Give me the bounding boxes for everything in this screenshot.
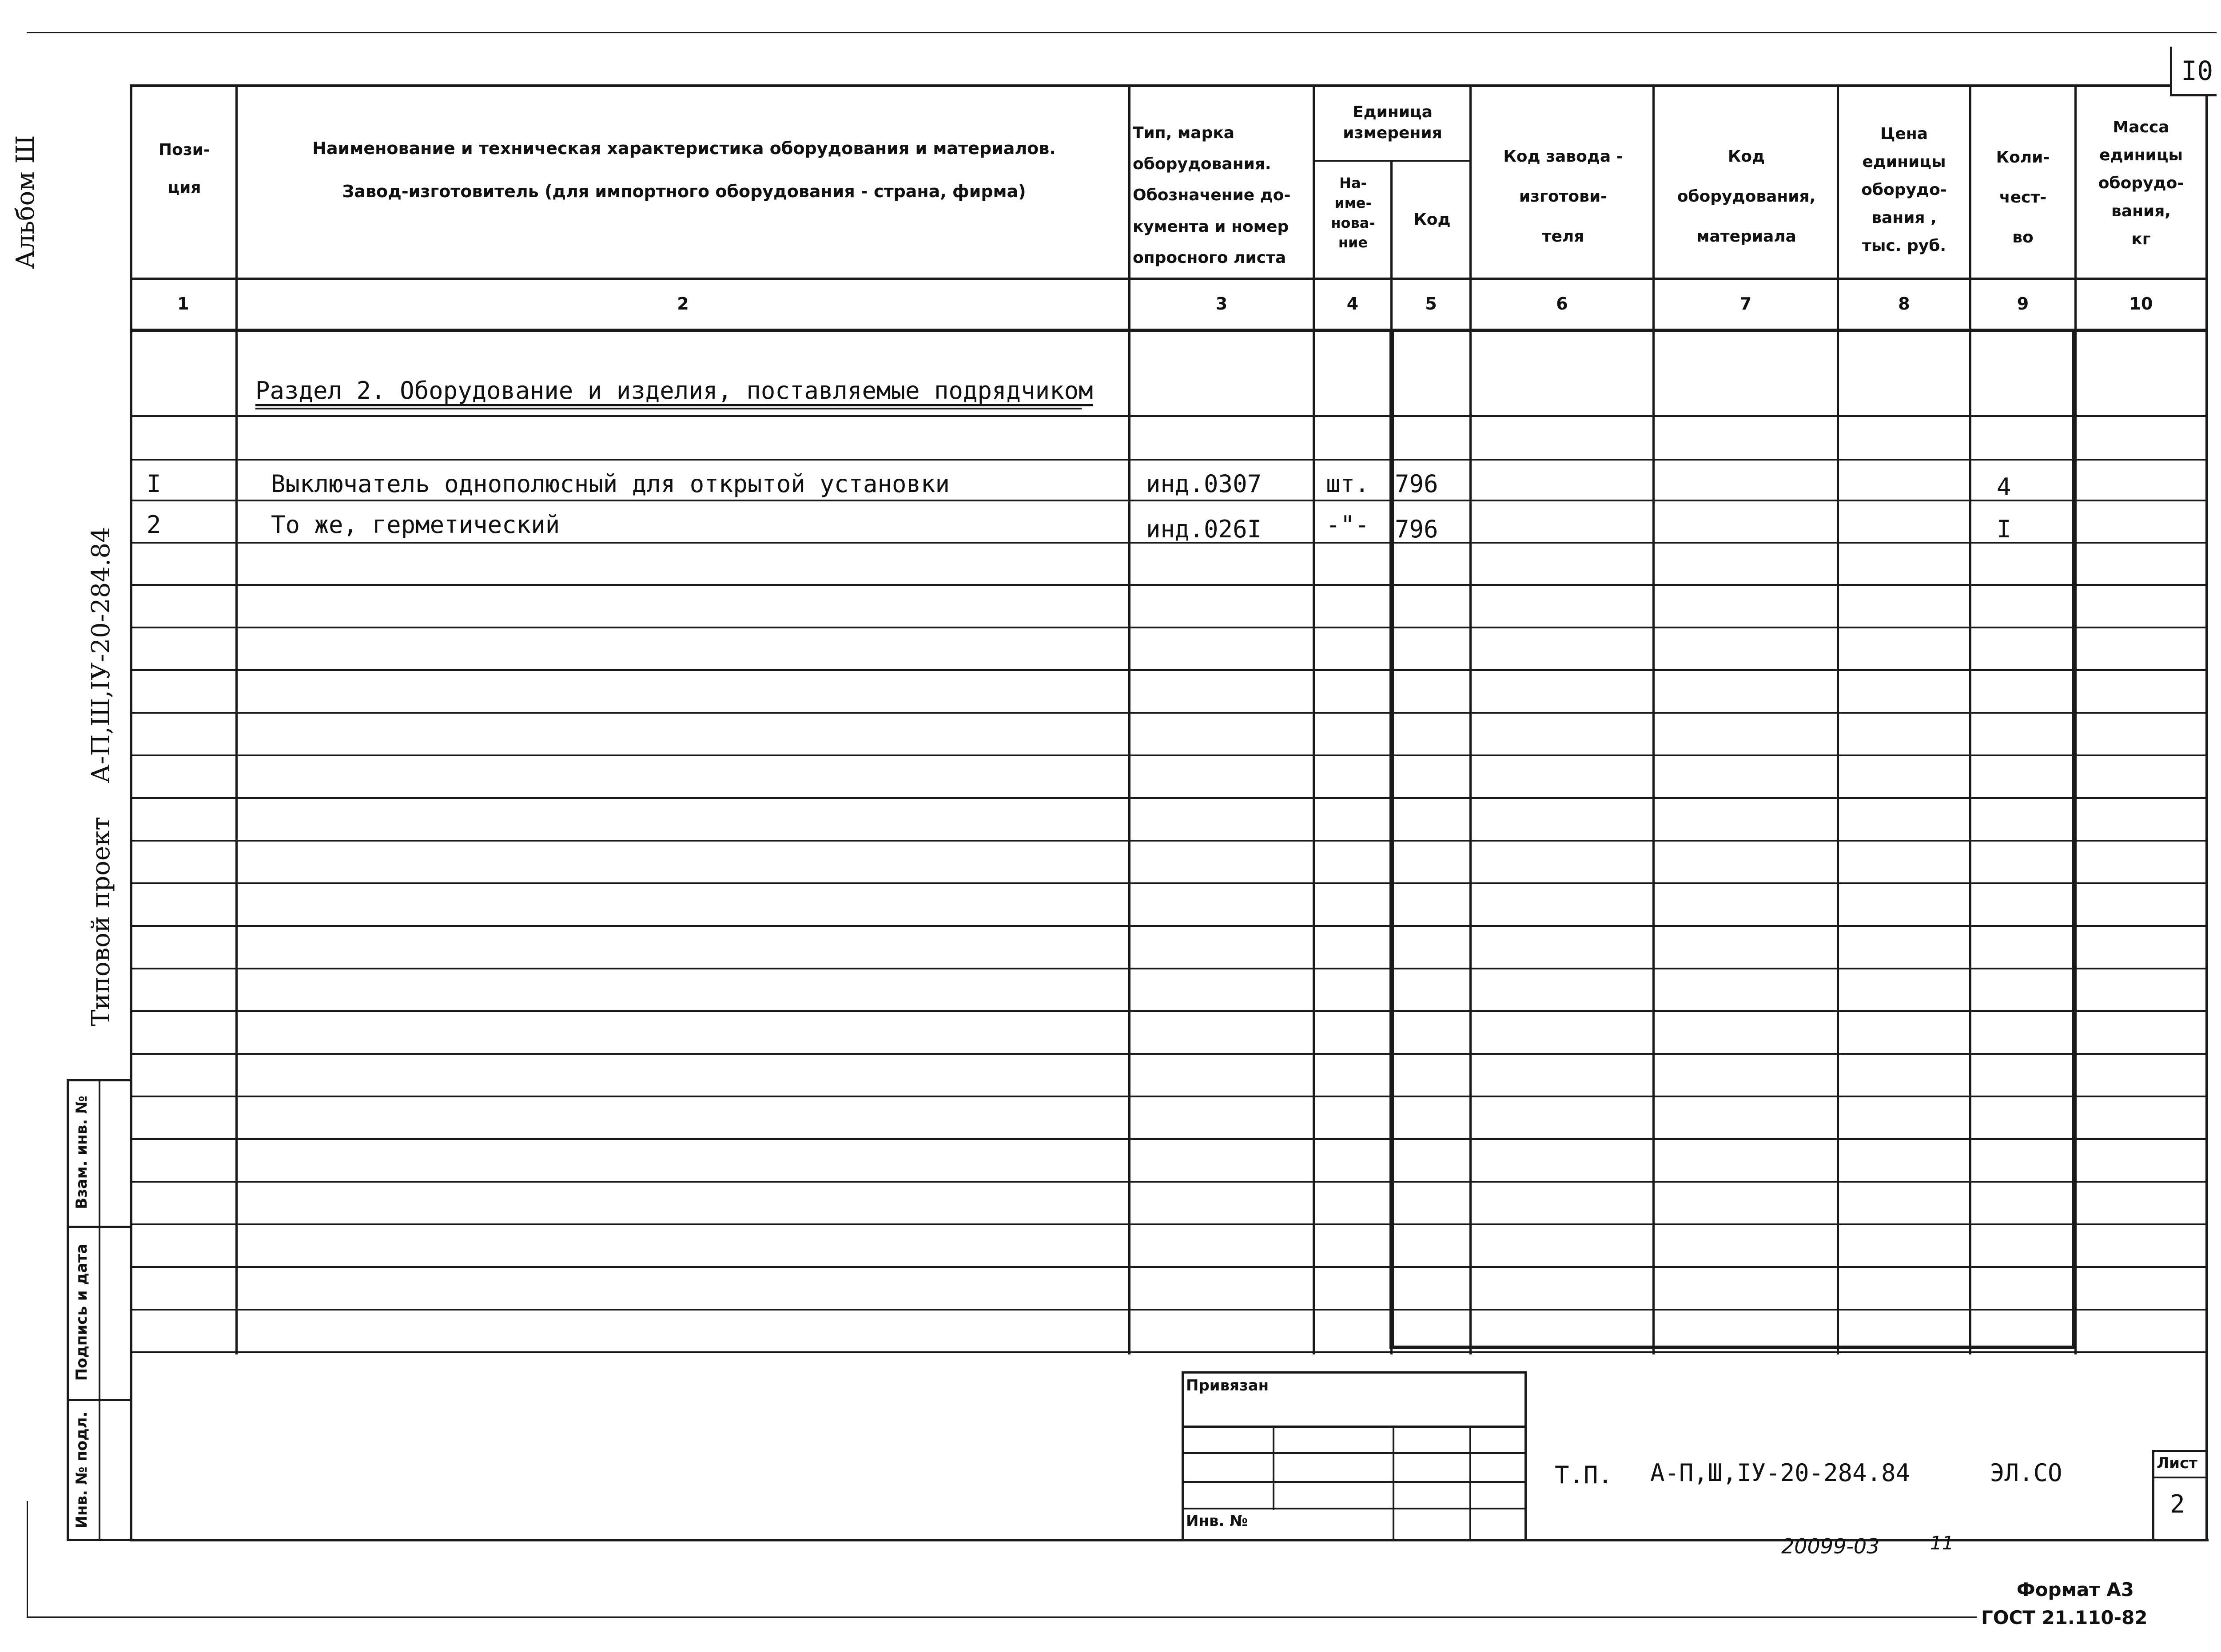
header-unit-line1: Единица — [1353, 103, 1433, 121]
colnum-9: 9 — [2017, 294, 2029, 314]
col-line-6 — [1652, 84, 1655, 1354]
header-col3-line2: оборудования. — [1133, 155, 1271, 174]
album-label: Альбом Ш — [11, 135, 40, 269]
header-col7-line3: материала — [1696, 227, 1796, 246]
col-line-5 — [1469, 84, 1472, 1354]
frame-top — [130, 84, 2171, 87]
bottom-border-line — [27, 1616, 1977, 1618]
row2-unit: -"- — [1326, 511, 1369, 539]
col-line-8 — [1969, 84, 1971, 1354]
header-col10-line3: оборудо- — [2098, 174, 2184, 192]
row-line — [130, 1309, 2208, 1310]
col-line-2 — [1128, 84, 1130, 1354]
row1-qty: 4 — [1997, 473, 2011, 501]
colnum-3: 3 — [1215, 294, 1228, 314]
page-number-box-bottom — [2170, 94, 2217, 96]
row-line — [130, 1351, 2208, 1353]
colnum-2: 2 — [677, 294, 689, 314]
page-number-box-left — [2170, 47, 2172, 95]
row-line — [130, 882, 2208, 884]
privyazan-top — [1182, 1371, 1527, 1374]
privyazan-v2 — [1393, 1426, 1394, 1540]
row-line — [130, 712, 2208, 714]
title-sheet-code: ЭЛ.СО — [1990, 1459, 2062, 1487]
inv-podl-label: Инв. № подл. — [73, 1411, 91, 1529]
row2-type: инд.026I — [1146, 515, 1262, 543]
header-col10-line4: вания, — [2111, 202, 2171, 220]
privyazan-label: Привязан — [1186, 1377, 1269, 1394]
left-border-line — [27, 1501, 28, 1616]
col-line-1 — [235, 84, 238, 1354]
row1-unit: шт. — [1326, 470, 1369, 498]
privyazan-grid-3 — [1182, 1481, 1527, 1483]
row-line — [130, 968, 2208, 969]
unit-group-split — [1313, 160, 1470, 162]
header-col2 — [240, 138, 1128, 203]
row-line — [130, 584, 2208, 586]
header-col1-line1: Пози- — [159, 141, 210, 159]
row-line — [130, 1053, 2208, 1055]
project-type-label: Типовой проект — [87, 816, 115, 1027]
privyazan-v1 — [1273, 1426, 1274, 1510]
row1-name: Выключатель однополюсный для открытой установки — [271, 470, 950, 498]
privyazan-v3 — [1469, 1426, 1471, 1540]
colnum-4: 4 — [1346, 294, 1359, 314]
header-col3 — [1133, 118, 1310, 274]
list-box-left — [2152, 1450, 2154, 1541]
row2-code: 796 — [1395, 515, 1438, 543]
row-line — [130, 669, 2208, 671]
section-title: Раздел 2. Оборудование и изделия, поставляемые подрядчиком — [255, 377, 1093, 405]
header-col9 — [1971, 138, 2074, 258]
colnum-7: 7 — [1739, 294, 1752, 314]
row-line — [130, 755, 2208, 756]
row-line — [130, 840, 2208, 842]
privyazan-right — [1524, 1371, 1527, 1540]
row1-code: 796 — [1395, 470, 1438, 498]
header-col3-line1: Тип, марка — [1133, 124, 1235, 142]
gost-label: ГОСТ 21.110-82 — [1981, 1607, 2148, 1628]
section-title-underline — [255, 408, 1082, 409]
header-col4 — [1315, 173, 1391, 253]
row-line — [130, 459, 2208, 461]
row-line — [130, 627, 2208, 628]
header-col4-line4: ние — [1338, 234, 1368, 251]
row-line — [130, 500, 2208, 501]
privyazan-grid-1 — [1182, 1426, 1527, 1428]
header-col8 — [1839, 120, 1969, 260]
podpis-data-label: Подпись и дата — [73, 1243, 91, 1381]
header-col3-line5: опросного листа — [1133, 248, 1286, 267]
row1-type: инд.0307 — [1146, 470, 1262, 498]
header-col2-line1: Наименование и техническая характеристика оборудования и материалов. — [312, 139, 1056, 158]
header-col7-line2: оборудования, — [1677, 187, 1816, 206]
header-bottom-line — [130, 278, 2208, 280]
row1-position: I — [147, 470, 161, 498]
header-col7-line1: Код — [1727, 147, 1765, 166]
row-line — [130, 1138, 2208, 1140]
header-col6-line2: изготови- — [1519, 187, 1608, 206]
header-unit-group — [1315, 102, 1470, 144]
col-line-3 — [1313, 84, 1315, 1354]
header-col1-line2: ция — [167, 178, 201, 197]
bold-bottom — [1389, 1346, 2077, 1349]
row-line — [130, 1223, 2208, 1225]
row2-qty: I — [1997, 515, 2011, 543]
row-line — [130, 1266, 2208, 1268]
bold-col5-left — [1389, 329, 1394, 1348]
row-line — [130, 797, 2208, 799]
header-col5: Код — [1413, 210, 1451, 229]
header-col10-line5: кг — [2131, 230, 2151, 248]
privyazan-grid-2 — [1182, 1452, 1527, 1454]
header-col4-line1: На- — [1339, 175, 1367, 191]
header-col6-line1: Код завода - — [1503, 147, 1623, 166]
privyazan-left — [1182, 1371, 1184, 1540]
header-col2-line2: Завод-изготовитель (для импортного оборудования - страна, фирма) — [342, 182, 1026, 202]
col-line-7 — [1837, 84, 1839, 1354]
header-col8-line1: Цена — [1880, 125, 1928, 143]
row-line — [130, 925, 2208, 927]
row-line — [130, 415, 2208, 417]
header-col9-line3: во — [2012, 228, 2034, 246]
header-col3-line3: Обозначение до- — [1133, 186, 1291, 205]
top-border-line — [27, 32, 2217, 33]
row-line — [130, 1181, 2208, 1183]
vzam-inv-label: Взам. инв. № — [73, 1096, 91, 1209]
colnum-6: 6 — [1556, 294, 1568, 314]
header-col7 — [1656, 137, 1837, 257]
header-col8-line3: оборудо- — [1861, 181, 1947, 199]
title-tp: Т.П. — [1555, 1461, 1613, 1489]
header-col9-line2: чест- — [1999, 188, 2047, 206]
header-col10-line1: Масса — [2113, 118, 2169, 136]
header-col10-line2: единицы — [2099, 146, 2183, 164]
colnum-10: 10 — [2129, 294, 2153, 314]
list-box-split — [2152, 1477, 2208, 1478]
colnum-1: 1 — [177, 294, 189, 314]
frame-bottom — [130, 1539, 2209, 1541]
frame-right — [2205, 95, 2208, 1541]
header-col8-line2: единицы — [1862, 153, 1946, 171]
header-col8-line5: тыс. руб. — [1862, 237, 1946, 255]
header-col4-line3: нова- — [1331, 214, 1375, 231]
header-unit-line2: измерения — [1343, 123, 1442, 142]
list-label: Лист — [2157, 1454, 2197, 1472]
header-col9-line1: Коли- — [1996, 148, 2050, 167]
handwritten-number-2: 11 — [1930, 1532, 1954, 1554]
header-col3-line4: кумента и номер — [1133, 217, 1289, 236]
row-line — [130, 1096, 2208, 1097]
row2-position: 2 — [147, 511, 161, 539]
colnum-bottom-line — [130, 329, 2208, 332]
stamp-column-left-line — [67, 1079, 69, 1541]
project-code-label: А-П,Ш,IУ-20-284.84 — [87, 527, 115, 783]
list-box-top — [2152, 1450, 2208, 1452]
bold-col9-right — [2072, 329, 2077, 1348]
colnum-5: 5 — [1425, 294, 1437, 314]
inv-no-label: Инв. № — [1186, 1512, 1248, 1530]
title-code: А-П,Ш,IУ-20-284.84 — [1650, 1459, 1911, 1487]
header-col1 — [133, 140, 235, 199]
colnum-8: 8 — [1898, 294, 1910, 314]
header-col10 — [2077, 113, 2205, 253]
header-col6-line3: теля — [1542, 227, 1584, 246]
header-col4-line2: име- — [1334, 194, 1372, 211]
handwritten-number: 20099-03 — [1781, 1534, 1880, 1558]
privyazan-grid-4 — [1182, 1508, 1527, 1509]
header-col8-line4: вания , — [1871, 209, 1937, 227]
row-line — [130, 1010, 2208, 1012]
page-number: I0 — [2181, 56, 2213, 87]
row2-name: То же, герметический — [271, 511, 560, 539]
header-col6 — [1474, 137, 1652, 257]
list-number: 2 — [2170, 1490, 2185, 1519]
format-label: Формат А3 — [2017, 1579, 2134, 1600]
